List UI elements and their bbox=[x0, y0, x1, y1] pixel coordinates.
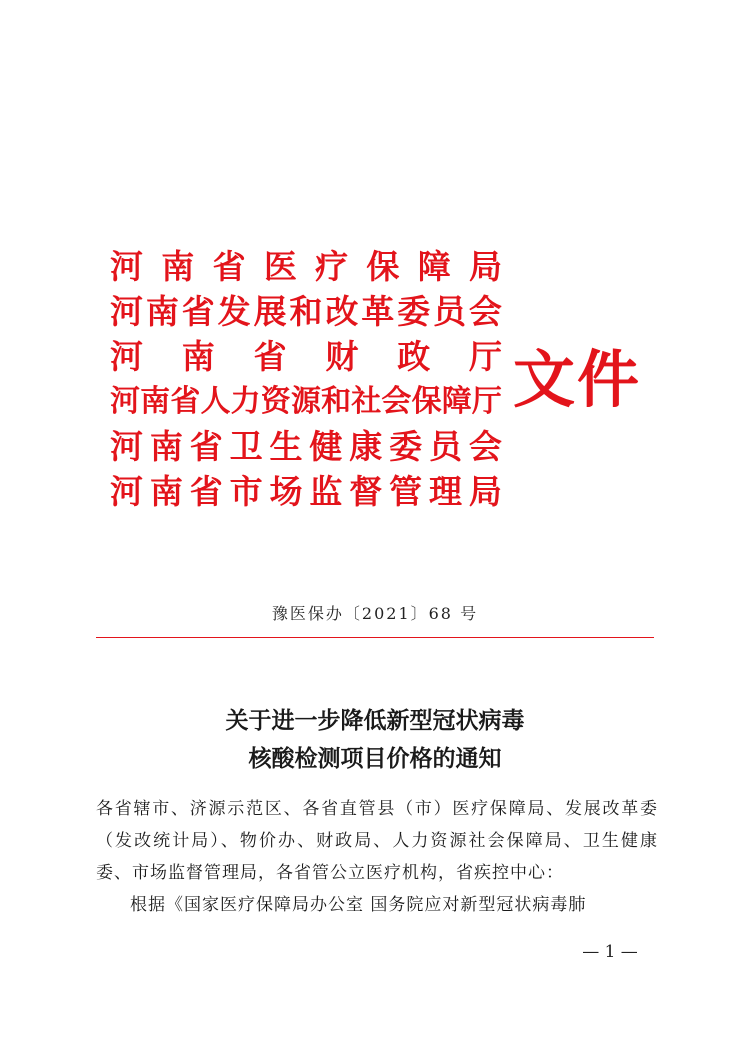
issuer-char: 财 bbox=[325, 337, 359, 376]
red-divider bbox=[96, 637, 654, 638]
issuer-char: 南 bbox=[140, 384, 171, 419]
title-line-1: 关于进一步降低新型冠状病毒 bbox=[225, 708, 525, 734]
document-title bbox=[0, 702, 750, 778]
issuer-char: 场 bbox=[269, 472, 303, 511]
issuer-char: 督 bbox=[349, 472, 383, 511]
issuer-char: 健 bbox=[309, 427, 343, 466]
issuer-char: 障 bbox=[441, 384, 472, 419]
title-line-2: 核酸检测项目价格的通知 bbox=[248, 746, 502, 772]
issuer-char: 省 bbox=[189, 472, 223, 511]
issuer-char: 委 bbox=[397, 292, 431, 331]
issuer-char: 政 bbox=[397, 337, 431, 376]
issuer-char: 保 bbox=[411, 384, 442, 419]
issuer-char: 会 bbox=[381, 384, 412, 419]
issuer-char: 省 bbox=[212, 247, 246, 286]
document-number: 豫医保办〔2021〕68 号 bbox=[271, 604, 479, 623]
issuer-char: 资 bbox=[260, 384, 291, 419]
issuer-char: 厅 bbox=[468, 337, 502, 376]
issuer-char: 省 bbox=[189, 427, 223, 466]
issuer-line bbox=[110, 469, 502, 514]
issuer-char: 生 bbox=[269, 427, 303, 466]
issuer-line bbox=[110, 334, 502, 379]
issuer-char: 障 bbox=[417, 247, 451, 286]
issuer-char: 人 bbox=[200, 384, 231, 419]
recipients-paragraph: 各省辖市、济源示范区、各省直管县（市）医疗保障局、发展改革委（发改统计局）、物价办、财政局、人力资源社会保障局、卫生健康委、市场监督管理局，各省管公立医疗机构，省疾控中心： bbox=[96, 799, 658, 883]
issuer-char: 医 bbox=[263, 247, 297, 286]
issuer-char: 市 bbox=[229, 472, 263, 511]
issuer-char: 革 bbox=[361, 292, 395, 331]
issuer-char: 疗 bbox=[315, 247, 349, 286]
issuer-char: 保 bbox=[366, 247, 400, 286]
issuer-char: 河 bbox=[110, 337, 143, 376]
issuer-char: 员 bbox=[433, 292, 467, 331]
issuer-char: 南 bbox=[149, 427, 183, 466]
issuer-char: 河 bbox=[110, 292, 143, 331]
issuer-char: 局 bbox=[468, 472, 502, 511]
issuer-char: 和 bbox=[289, 292, 323, 331]
issuer-char: 河 bbox=[110, 384, 140, 419]
issuer-char: 展 bbox=[253, 292, 287, 331]
issuer-line bbox=[110, 289, 502, 334]
issuer-char: 监 bbox=[309, 472, 343, 511]
page-number: — 1 — bbox=[582, 942, 638, 962]
issuer-char: 和 bbox=[321, 384, 352, 419]
issuer-char: 厅 bbox=[471, 384, 502, 419]
issuer-char: 发 bbox=[217, 292, 251, 331]
issuer-char: 省 bbox=[253, 337, 287, 376]
issuer-char: 力 bbox=[230, 384, 261, 419]
issuer-line bbox=[110, 424, 502, 469]
issuer-char: 河 bbox=[110, 472, 143, 511]
issuer-char: 改 bbox=[325, 292, 359, 331]
issuer-char: 省 bbox=[170, 384, 201, 419]
issuer-char: 社 bbox=[351, 384, 382, 419]
body-paragraph: 根据《国家医疗保障局办公室 国务院应对新型冠状病毒肺 bbox=[130, 895, 587, 915]
document-type-label: 文件 bbox=[513, 343, 642, 416]
issuer-char: 南 bbox=[181, 337, 215, 376]
document-body bbox=[96, 793, 658, 921]
issuer-char: 委 bbox=[389, 427, 423, 466]
issuer-char: 康 bbox=[349, 427, 383, 466]
issuer-char: 省 bbox=[181, 292, 215, 331]
issuer-line bbox=[110, 379, 502, 424]
issuer-char: 源 bbox=[290, 384, 321, 419]
issuer-char: 河 bbox=[110, 427, 143, 466]
issuer-char: 管 bbox=[389, 472, 423, 511]
issuing-authorities bbox=[110, 244, 502, 514]
issuer-char: 南 bbox=[149, 472, 183, 511]
issuer-char: 南 bbox=[161, 247, 195, 286]
issuer-char: 会 bbox=[468, 427, 502, 466]
issuer-char: 会 bbox=[468, 292, 502, 331]
issuer-char: 河 bbox=[110, 247, 143, 286]
issuer-char: 理 bbox=[429, 472, 462, 511]
issuer-char: 南 bbox=[145, 292, 179, 331]
issuer-char: 卫 bbox=[229, 427, 263, 466]
issuer-char: 局 bbox=[468, 247, 502, 286]
issuer-line bbox=[110, 244, 502, 289]
issuer-char: 员 bbox=[429, 427, 462, 466]
